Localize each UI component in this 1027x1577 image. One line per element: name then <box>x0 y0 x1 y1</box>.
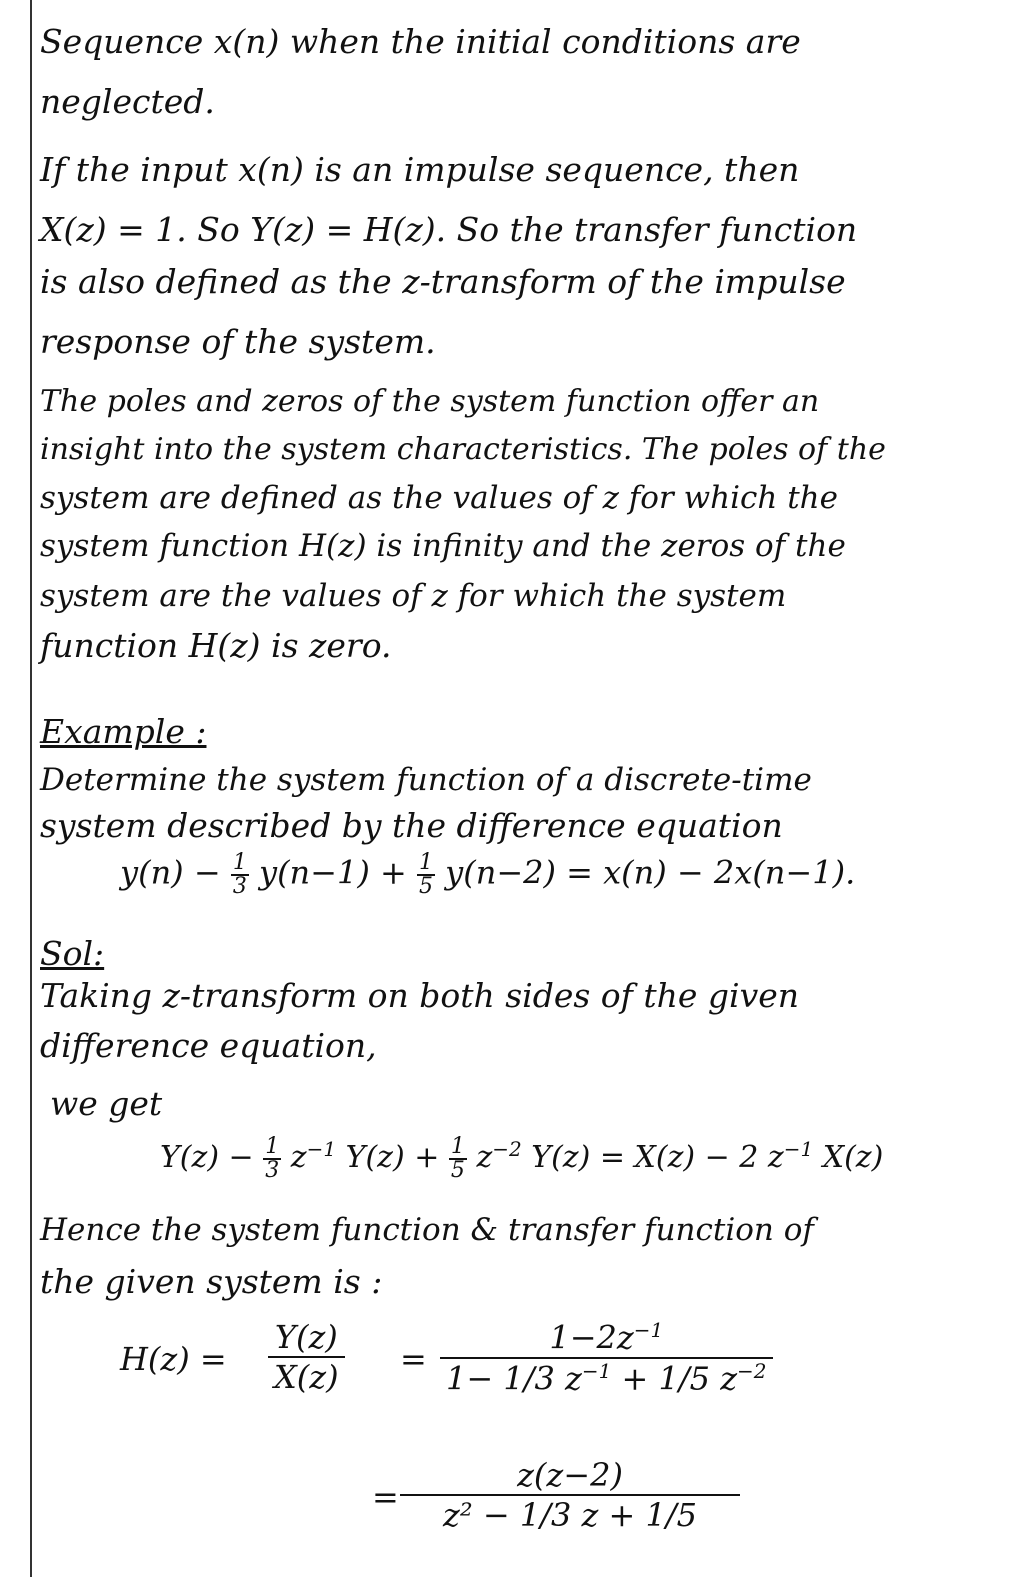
text-line: system are defined as the values of z for which the <box>40 480 838 516</box>
difference-equation <box>120 852 855 898</box>
solution-heading: Sol: <box>40 934 105 973</box>
example-heading: Example : <box>40 712 207 751</box>
hz-expression-2: $\frac{z(z-2)}{\text{z² − 1/3 z + 1/5}}$ <box>400 1456 740 1534</box>
text-line: function H(z) is zero. <box>40 626 392 665</box>
text-line: system function H(z) is infinity and the zeros of the <box>40 528 846 564</box>
text-line: difference equation, <box>40 1026 377 1065</box>
text-line: response of the system. <box>40 322 436 361</box>
hz-ratio: $\frac{Y(z)}{X(z)}$ <box>268 1318 345 1396</box>
text-line: insight into the system characteristics. The poles of the <box>40 432 886 467</box>
text-line: is also defined as the z-transform of the impulse <box>40 262 846 301</box>
margin-line <box>30 0 32 1577</box>
hz-label: H(z) = <box>120 1340 227 1378</box>
equals-sign: = <box>372 1478 399 1516</box>
text-line: system are the values of z for which the system <box>40 578 787 614</box>
text-line: Determine the system function of a discrete-time <box>40 762 812 798</box>
fraction: $\frac{1}{5}$ <box>418 850 433 899</box>
hz-expression-1: $\frac{1-2z^{-1}}{1- 1/3 z^{-1} + 1/5 z^{-2}}$ <box>440 1318 773 1397</box>
fraction: $\frac{1}{3}$ <box>232 850 247 899</box>
equals-sign: = <box>400 1340 427 1378</box>
text-line: neglected. <box>40 82 215 121</box>
text-line: Sequence x(n) when the initial conditions are <box>40 22 801 61</box>
text-line: The poles and zeros of the system function offer an <box>40 384 820 419</box>
eq-part: y(n) − <box>120 853 221 892</box>
eq-part: y(n−2) = x(n) − 2x(n−1). <box>445 853 856 892</box>
text-line: system described by the difference equation <box>40 806 783 845</box>
text-line: we get <box>50 1084 163 1123</box>
eq-part: y(n−1) + <box>258 853 407 892</box>
text-line: Hence the system function & transfer function of <box>40 1212 814 1248</box>
text-line: the given system is : <box>40 1262 383 1301</box>
z-transform-equation: Y(z) − $\frac{1}{3}$ $z^{-1}$ Y(z) + $\frac{1}{5}$ $z^{-2}$ Y(z) = X(z) − 2 $z^{-1}$ X(z) <box>160 1134 884 1183</box>
text-line: Taking z-transform on both sides of the given <box>40 976 799 1015</box>
text-line: X(z) = 1. So Y(z) = H(z). So the transfer function <box>40 210 858 249</box>
text-line: If the input x(n) is an impulse sequence, then <box>40 150 800 189</box>
